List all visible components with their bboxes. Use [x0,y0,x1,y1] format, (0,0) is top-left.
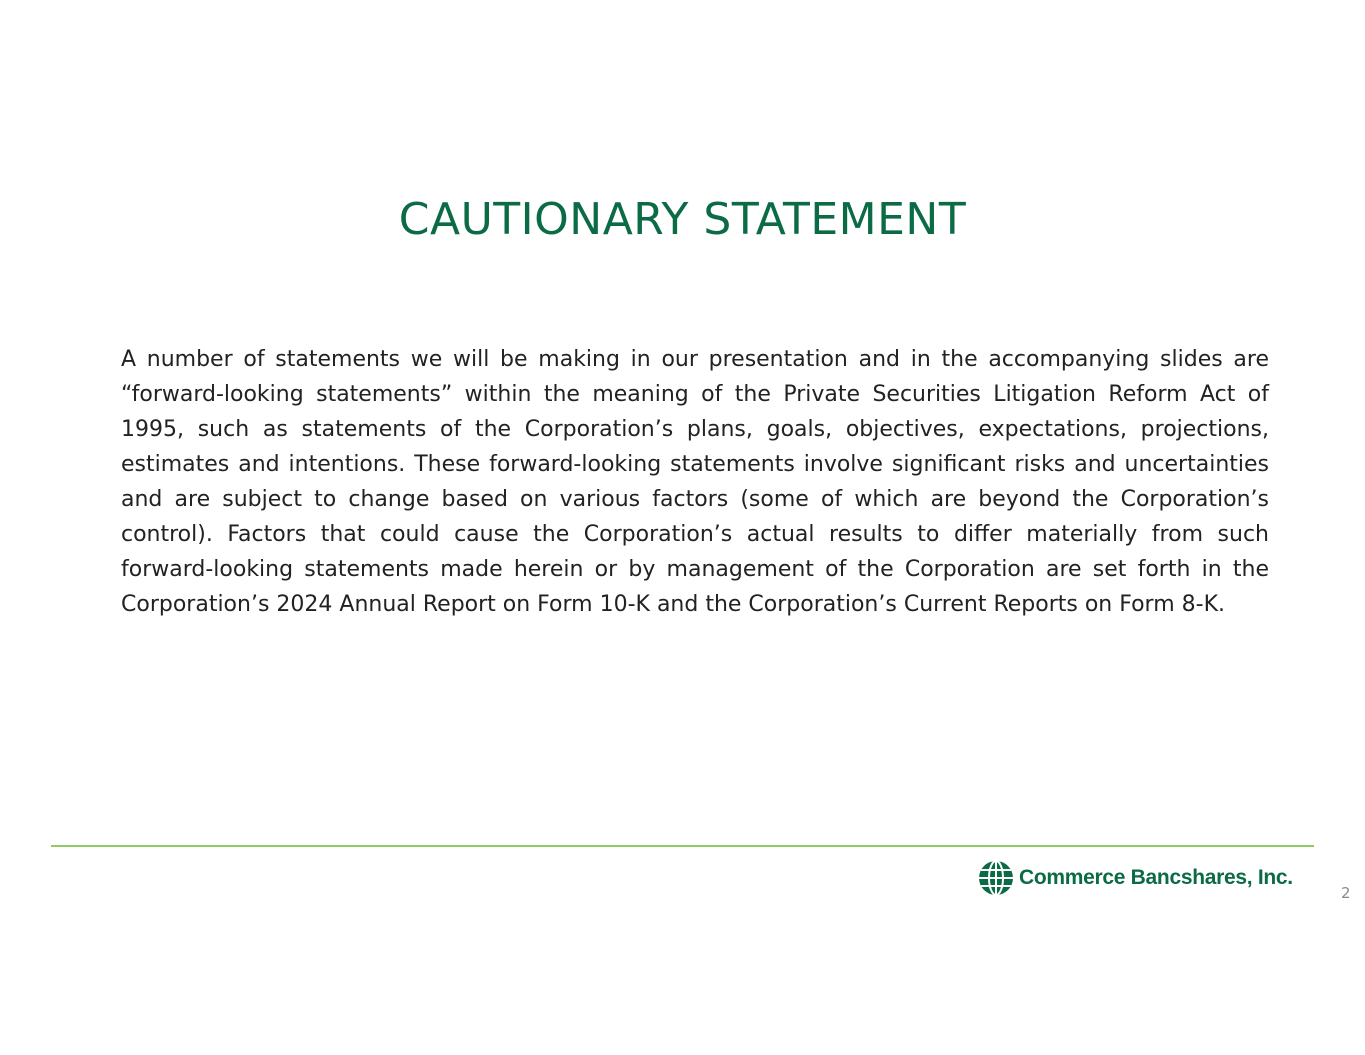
company-logo [978,860,1293,896]
globe-icon [978,860,1014,896]
footer-divider [51,845,1314,847]
cautionary-statement-text: A number of statements we will be making in our presentation and in the accompanying slides are “forward-looking statements” within the meaning of the Private Securities Litigation Reform Act of 1995, such as statements of the Corporation’s plans, goals, objectives, expectations, projections, estimates and intentions. These forward-looking statements involve significant risks and uncertainties and are subject to change based on various factors (some of which are beyond the Corporation’s control). Factors that could cause the Corporation’s actual results to differ materially from such forward-looking statements made herein or by management of the Corporation are set forth in the Corporation’s 2024 Annual Report on Form 10-K and the Corporation’s Current Reports on Form 8-K. [121,347,1269,617]
page-number: 2 [1341,884,1351,902]
slide-title: CAUTIONARY STATEMENT [398,194,967,245]
company-name: Commerce Bancshares, Inc. [1019,866,1293,889]
